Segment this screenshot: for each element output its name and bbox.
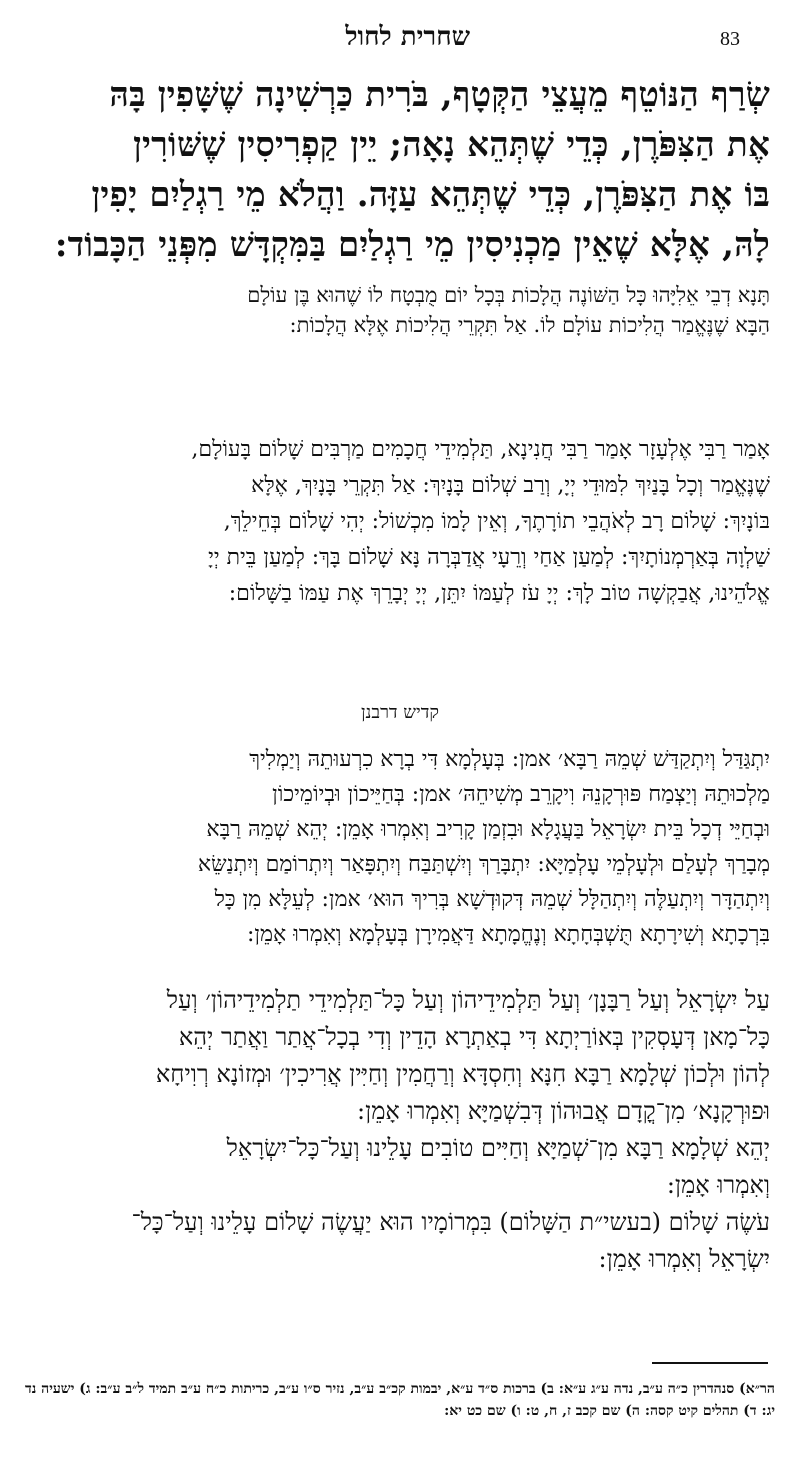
al-yisrael-prayer bbox=[30, 982, 770, 1278]
text-line: וְיִתְהַדָּר וְיִתְעַלֶּה וְיִתְהַלָּל שְׁמֵהּ דְּקוּדְשָׁא בְּרִיךְ הוּא׳ אמן: לְעֵלָּא מִן כָּל bbox=[214, 887, 770, 912]
ketoret-passage bbox=[30, 70, 770, 270]
text-line: הַבָּא שֶׁנֶּאֱמַר הֲלִיכוֹת עוֹלָם לוֹ. אַל תִּקְרֵי הֲלִיכוֹת אֶלָּא הֲלָכוֹת: bbox=[289, 313, 770, 337]
page-number: 83 bbox=[720, 28, 740, 50]
page-header bbox=[40, 22, 760, 62]
amar-rabbi-elazar-passage bbox=[30, 432, 770, 612]
text-line: אֶת הַצִּפֹּרֶן, כְּדֵי שֶׁתְּהֵא נָאָה; יֵין קַפְרִיסִין שֶׁשּׁוֹרִין bbox=[133, 125, 770, 165]
text-line: לָהּ, אֶלָּא שֶׁאֵין מַכְנִיסִין מֵי רַגְלַיִם בַּמִּקְדָּשׁ מִפְּנֵי הַכָּבוֹד: bbox=[54, 225, 770, 265]
text-line: מְבָרַךְ לְעָלַם וּלְעָלְמֵי עָלְמַיָּא: יִתְבָּרַךְ וְיִשְׁתַּבַּח וְיִתְפָּאַר וְיִתְרוֹמַם וְיִתְנַשֵּׂא bbox=[197, 852, 770, 877]
text-line: בּוֹנָיִךְ: שָׁלוֹם רָב לְאֹהֲבֵי תוֹרָתֶךָ, וְאֵין לָמוֹ מִכְשׁוֹל: יְהִי שָׁלוֹם בְּחֵילֵךְ, bbox=[223, 509, 770, 534]
footnote-sources: הר״א) סנהדרין כ״ה ע״ב, נדה ע״ג ע״א: ב) ברכות ס״ד ע״א, יבמות קכ״ב ע״ב, נזיר ס״ו ע״ב, כריתות כ״ח ע״ב תמיד ל״ב ע״ב: ג) ישעיה נד יג: ד) תהלים קיט קסה: ה) שם קכב ז, ח, ט: ו) שם כט יא: bbox=[25, 1381, 775, 1419]
text-line: שֶׁנֶּאֱמַר וְכָל בָּנַיִךְ לִמּוּדֵי יְיָ, וְרַב שְׁלוֹם בָּנָיִךְ: אַל תִּקְרֵי בָּנָיִךְ, אֶלָּא bbox=[251, 473, 770, 498]
text-line: אָמַר רַבִּי אֶלְעָזָר אָמַר רַבִּי חֲנִינָא, תַּלְמִידֵי חֲכָמִים מַרְבִּים שָׁלוֹם בָּעוֹלָם, bbox=[191, 437, 770, 462]
text-line: יִתְגַּדַּל וְיִתְקַדַּשׁ שְׁמֵהּ רַבָּא׳ אמן: בְּעָלְמָא דִּי בְרָא כִרְעוּתֵהּ וְיַמְלִיךְ bbox=[249, 747, 770, 772]
kaddish-derabanan-text bbox=[30, 742, 770, 952]
text-line: וְאִמְרוּ אָמֵן: bbox=[666, 1171, 770, 1199]
text-line: מַלְכוּתֵהּ וְיַצְמַח פּוּרְקָנֵהּ וִיקָרֵב מְשִׁיחֵהּ׳ אמן: בְּחַיֵּיכוֹן וּבְיוֹמֵיכוֹן bbox=[272, 782, 770, 807]
text-line: בִּרְכָתָא וְשִׁירָתָא תֻּשְׁבְּחָתָא וְנֶחֱמָתָא דַּאֲמִירָן בְּעָלְמָא וְאִמְרוּ אָמֵן: bbox=[247, 922, 770, 947]
running-title: שחרית לחול bbox=[345, 22, 470, 52]
text-line: תָּנָא דְבֵי אֵלִיָּהוּ כָּל הַשּׁוֹנֶה הֲלָכוֹת בְּכָל יוֹם מֻבְטָח לוֹ שֶׁהוּא בֶּן עוֹלָם bbox=[247, 283, 770, 307]
text-line: כָּל־מָאן דְּעָסְקִין בְּאוֹרַיְתָא דִּי בְאַתְרָא הָדֵין וְדִי בְכָל־אֲתַר וַאֲתַר יְהֵא bbox=[178, 1023, 770, 1051]
text-line: שְׂרַף הַנּוֹטֵף מֵעֲצֵי הַקְּטָף, בֹּרִית כַּרְשִׁינָה שֶׁשָּׁפִין בָּהּ bbox=[109, 75, 770, 115]
text-line: עַל יִשְׂרָאֵל וְעַל רַבָּנָן׳ וְעַל תַּלְמִידֵיהוֹן וְעַל כָּל־תַּלְמִידֵי תַלְמִידֵיהוֹן׳ וְעַל bbox=[166, 986, 770, 1014]
section-heading: קדיש דרבנן bbox=[360, 702, 440, 723]
text-line: שַׁלְוָה בְּאַרְמְנוֹתָיִךְ: לְמַעַן אַחַי וְרֵעָי אֲדַבְּרָה נָּא שָׁלוֹם בָּךְ: לְמַעַן בֵּית יְיָ bbox=[208, 545, 770, 570]
text-line: אֱלֹהֵינוּ, אֲבַקְשָׁה טוֹב לָךְ: יְיָ עֹז לְעַמּוֹ יִתֵּן, יְיָ יְבָרֵךְ אֶת עַמּוֹ בַשָּׁלוֹם: bbox=[228, 581, 770, 606]
text-line: יְהֵא שְׁלָמָא רַבָּא מִן־שְׁמַיָּא וְחַיִּים טוֹבִים עָלֵינוּ וְעַל־כָּל־יִשְׂרָאֵל bbox=[226, 1134, 770, 1162]
text-line: וּבְחַיֵּי דְכָל בֵּית יִשְׂרָאֵל בַּעֲגָלָא וּבִזְמַן קָרִיב וְאִמְרוּ אָמֵן: יְהֵא שְׁמֵהּ רַבָּא bbox=[206, 817, 770, 842]
text-line: בּוֹ אֶת הַצִּפֹּרֶן, כְּדֵי שֶׁתְּהֵא עַזָּה. וַהֲלֹא מֵי רַגְלַיִם יָפִין bbox=[91, 175, 770, 215]
text-line: וּפוּרְקָנָא׳ מִן־קֳדָם אֲבוּהוֹן דְּבִשְׁמַיָּא וְאִמְרוּ אָמֵן: bbox=[356, 1097, 770, 1125]
footnote-divider bbox=[652, 1362, 768, 1364]
text-line: יִשְׂרָאֵל וְאִמְרוּ אָמֵן: bbox=[598, 1245, 770, 1273]
text-line: לְהוֹן וּלְכוֹן שְׁלָמָא רַבָּא חִנָּא וְחִסְדָּא וְרַחֲמִין וְחַיִּין אֲרִיכִין׳ וּמְזוֹנָא רְוִיחָא bbox=[155, 1060, 770, 1088]
tana-devei-eliyahu-passage bbox=[30, 280, 770, 340]
text-line: עֹשֶׂה שָׁלוֹם (בעשי״ת הַשָּׁלוֹם) בִּמְרוֹמָיו הוּא יַעֲשֶׂה שָׁלוֹם עָלֵינוּ וְעַל־כָּל־ bbox=[131, 1208, 770, 1236]
